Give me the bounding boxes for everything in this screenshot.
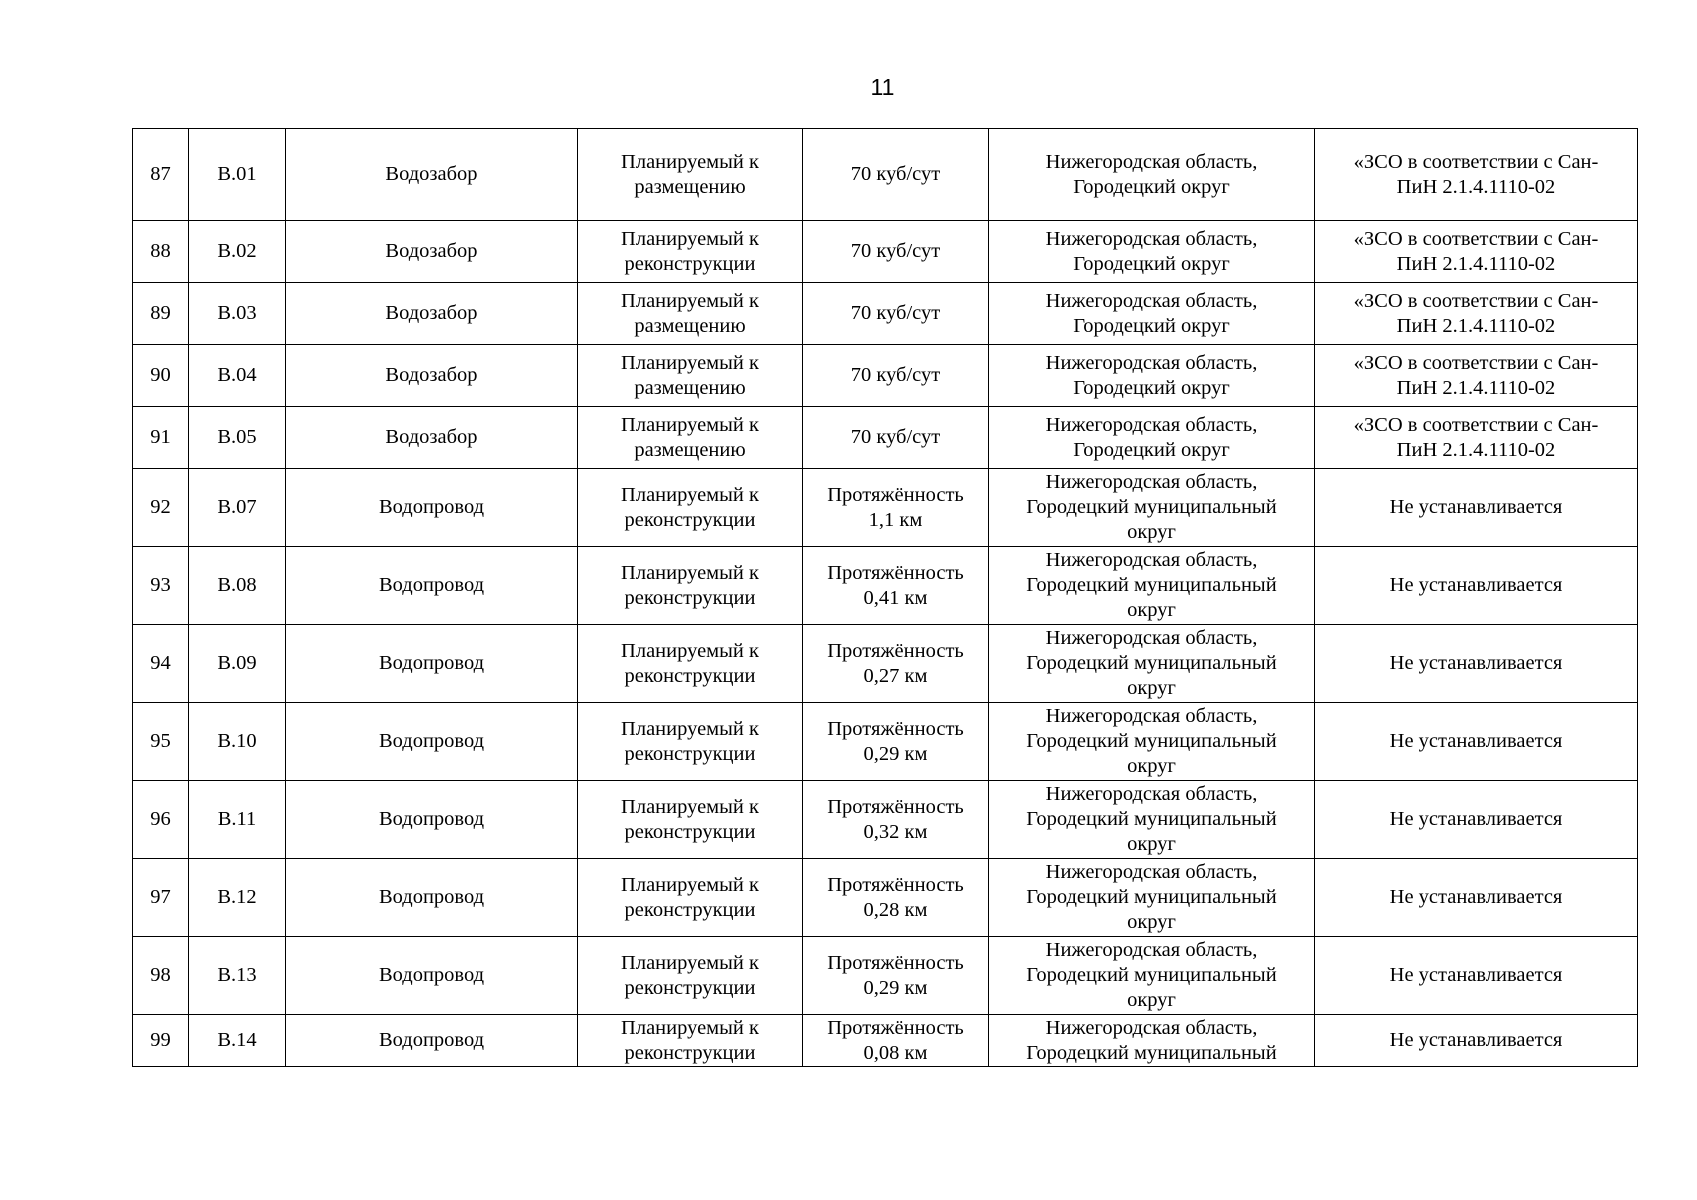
cell-zone: Не устанавливается bbox=[1315, 859, 1638, 937]
cell-code: В.11 bbox=[189, 781, 286, 859]
cell-number: 91 bbox=[133, 407, 189, 469]
cell-code: В.12 bbox=[189, 859, 286, 937]
cell-location: Нижегородская область, Городецкий муниципальный округ bbox=[989, 625, 1315, 703]
cell-name: Водопровод bbox=[286, 937, 578, 1015]
cell-parameter: 70 куб/сут bbox=[803, 221, 989, 283]
cell-name: Водопровод bbox=[286, 859, 578, 937]
cell-parameter: Протяжённость 0,32 км bbox=[803, 781, 989, 859]
cell-number: 96 bbox=[133, 781, 189, 859]
cell-number: 88 bbox=[133, 221, 189, 283]
cell-number: 93 bbox=[133, 547, 189, 625]
cell-status: Планируемый к реконструкции bbox=[578, 703, 803, 781]
cell-name: Водозабор bbox=[286, 221, 578, 283]
cell-zone: Не устанавливается bbox=[1315, 547, 1638, 625]
cell-location: Нижегородская область, Городецкий муниципальный bbox=[989, 1015, 1315, 1067]
cell-parameter: Протяжённость 0,28 км bbox=[803, 859, 989, 937]
cell-parameter: 70 куб/сут bbox=[803, 407, 989, 469]
cell-number: 97 bbox=[133, 859, 189, 937]
cell-status: Планируемый к реконструкции bbox=[578, 781, 803, 859]
cell-code: В.04 bbox=[189, 345, 286, 407]
cell-zone: Не устанавливается bbox=[1315, 703, 1638, 781]
cell-status: Планируемый к реконструкции bbox=[578, 859, 803, 937]
cell-name: Водопровод bbox=[286, 1015, 578, 1067]
cell-status: Планируемый к реконструкции bbox=[578, 469, 803, 547]
cell-zone: «ЗСО в соответствии с Сан- ПиН 2.1.4.1110-02 bbox=[1315, 407, 1638, 469]
table-row bbox=[133, 345, 1638, 407]
cell-number: 92 bbox=[133, 469, 189, 547]
cell-status: Планируемый к реконструкции bbox=[578, 625, 803, 703]
cell-code: В.03 bbox=[189, 283, 286, 345]
cell-name: Водозабор bbox=[286, 129, 578, 221]
cell-status: Планируемый к реконструкции bbox=[578, 547, 803, 625]
cell-status: Планируемый к размещению bbox=[578, 129, 803, 221]
cell-number: 90 bbox=[133, 345, 189, 407]
cell-location: Нижегородская область, Городецкий округ bbox=[989, 283, 1315, 345]
cell-parameter: 70 куб/сут bbox=[803, 345, 989, 407]
cell-zone: Не устанавливается bbox=[1315, 937, 1638, 1015]
objects-table bbox=[132, 128, 1638, 1067]
cell-status: Планируемый к размещению bbox=[578, 283, 803, 345]
cell-location: Нижегородская область, Городецкий округ bbox=[989, 221, 1315, 283]
cell-parameter: Протяжённость 0,27 км bbox=[803, 625, 989, 703]
table-row bbox=[133, 469, 1638, 547]
cell-code: В.09 bbox=[189, 625, 286, 703]
table-row bbox=[133, 625, 1638, 703]
cell-code: В.10 bbox=[189, 703, 286, 781]
cell-zone: Не устанавливается bbox=[1315, 781, 1638, 859]
cell-status: Планируемый к размещению bbox=[578, 407, 803, 469]
cell-name: Водозабор bbox=[286, 283, 578, 345]
cell-parameter: Протяжённость 0,29 км bbox=[803, 703, 989, 781]
cell-number: 98 bbox=[133, 937, 189, 1015]
cell-parameter: Протяжённость 0,41 км bbox=[803, 547, 989, 625]
cell-code: В.05 bbox=[189, 407, 286, 469]
cell-name: Водозабор bbox=[286, 407, 578, 469]
cell-parameter: Протяжённость 0,29 км bbox=[803, 937, 989, 1015]
cell-name: Водопровод bbox=[286, 781, 578, 859]
cell-name: Водопровод bbox=[286, 469, 578, 547]
page-number: 11 bbox=[870, 74, 895, 100]
cell-location: Нижегородская область, Городецкий муниципальный округ bbox=[989, 703, 1315, 781]
table-row bbox=[133, 129, 1638, 221]
cell-location: Нижегородская область, Городецкий муниципальный округ bbox=[989, 781, 1315, 859]
cell-location: Нижегородская область, Городецкий округ bbox=[989, 345, 1315, 407]
cell-code: В.07 bbox=[189, 469, 286, 547]
table-row bbox=[133, 703, 1638, 781]
cell-zone: «ЗСО в соответствии с Сан- ПиН 2.1.4.1110-02 bbox=[1315, 221, 1638, 283]
table-row bbox=[133, 937, 1638, 1015]
cell-parameter: 70 куб/сут bbox=[803, 283, 989, 345]
cell-parameter: Протяжённость 1,1 км bbox=[803, 469, 989, 547]
cell-status: Планируемый к размещению bbox=[578, 345, 803, 407]
cell-code: В.01 bbox=[189, 129, 286, 221]
cell-name: Водопровод bbox=[286, 547, 578, 625]
cell-zone: Не устанавливается bbox=[1315, 469, 1638, 547]
cell-number: 89 bbox=[133, 283, 189, 345]
cell-number: 99 bbox=[133, 1015, 189, 1067]
cell-code: В.08 bbox=[189, 547, 286, 625]
table-row bbox=[133, 283, 1638, 345]
table-row bbox=[133, 407, 1638, 469]
cell-zone: «ЗСО в соответствии с Сан- ПиН 2.1.4.1110-02 bbox=[1315, 129, 1638, 221]
table-row bbox=[133, 1015, 1638, 1067]
cell-code: В.14 bbox=[189, 1015, 286, 1067]
cell-zone: «ЗСО в соответствии с Сан- ПиН 2.1.4.1110-02 bbox=[1315, 283, 1638, 345]
cell-location: Нижегородская область, Городецкий округ bbox=[989, 407, 1315, 469]
cell-location: Нижегородская область, Городецкий муниципальный округ bbox=[989, 937, 1315, 1015]
cell-location: Нижегородская область, Городецкий муниципальный округ bbox=[989, 547, 1315, 625]
cell-location: Нижегородская область, Городецкий округ bbox=[989, 129, 1315, 221]
table-row bbox=[133, 547, 1638, 625]
cell-number: 95 bbox=[133, 703, 189, 781]
cell-status: Планируемый к реконструкции bbox=[578, 1015, 803, 1067]
cell-number: 94 bbox=[133, 625, 189, 703]
cell-number: 87 bbox=[133, 129, 189, 221]
cell-status: Планируемый к реконструкции bbox=[578, 937, 803, 1015]
cell-name: Водопровод bbox=[286, 703, 578, 781]
table-row bbox=[133, 781, 1638, 859]
cell-location: Нижегородская область, Городецкий муниципальный округ bbox=[989, 859, 1315, 937]
cell-parameter: Протяжённость 0,08 км bbox=[803, 1015, 989, 1067]
cell-zone: Не устанавливается bbox=[1315, 1015, 1638, 1067]
table-row bbox=[133, 859, 1638, 937]
cell-parameter: 70 куб/сут bbox=[803, 129, 989, 221]
cell-code: В.02 bbox=[189, 221, 286, 283]
cell-status: Планируемый к реконструкции bbox=[578, 221, 803, 283]
cell-zone: Не устанавливается bbox=[1315, 625, 1638, 703]
objects-table-body bbox=[133, 129, 1638, 1067]
cell-name: Водопровод bbox=[286, 625, 578, 703]
cell-name: Водозабор bbox=[286, 345, 578, 407]
table-row bbox=[133, 221, 1638, 283]
cell-zone: «ЗСО в соответствии с Сан- ПиН 2.1.4.1110-02 bbox=[1315, 345, 1638, 407]
cell-location: Нижегородская область, Городецкий муниципальный округ bbox=[989, 469, 1315, 547]
cell-code: В.13 bbox=[189, 937, 286, 1015]
